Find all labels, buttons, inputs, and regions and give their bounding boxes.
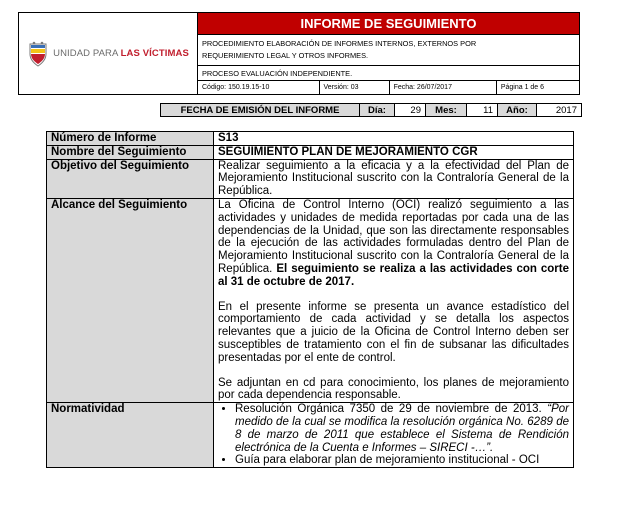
alcance-paragraph-2: En el presente informe se presenta un avance estadístico del comportamiento de cada actividad y se detalla los aspectos relevantes que a juicio de la Oficina de Control Interno deben ser susceptibles de tratamiento con el fin de subsanar las dificultades presentadas por el ente de control. bbox=[218, 300, 569, 364]
row-objetivo bbox=[47, 159, 574, 198]
logo-cell bbox=[19, 13, 198, 95]
objetivo-label: Objetivo del Seguimiento bbox=[47, 159, 214, 198]
row-numero bbox=[47, 132, 574, 146]
document-header bbox=[18, 12, 580, 95]
row-normatividad bbox=[47, 403, 574, 468]
document-code: Código: 150.19.15-10 bbox=[198, 81, 320, 95]
alcance-label: Alcance del Seguimiento bbox=[47, 198, 214, 402]
logo-text: UNIDAD PARA LAS VÍCTIMAS bbox=[53, 48, 189, 59]
report-info-table bbox=[46, 131, 574, 468]
day-label: Día: bbox=[360, 104, 395, 117]
objetivo-value: Realizar seguimiento a la eficacia y a la efectividad del Plan de Mejoramiento Institucional suscrito con la Contraloría General de la República. bbox=[214, 159, 574, 198]
process-name: PROCESO EVALUACIÓN INDEPENDIENTE. bbox=[198, 66, 580, 81]
row-alcance bbox=[47, 198, 574, 402]
procedure-name: PROCEDIMIENTO ELABORACIÓN DE INFORMES INTERNOS, EXTERNOS POR REQUERIMIENTO LEGAL Y OTROS INFORMES. bbox=[198, 35, 580, 66]
alcance-paragraph-3: Se adjuntan en cd para conocimiento, los planes de mejoramiento por cada dependencia responsable. bbox=[218, 376, 569, 402]
coat-of-arms-icon bbox=[27, 41, 49, 67]
list-item: • Resolución Orgánica 7350 de 29 de noviembre de 2013. “Por medido de la cual se modifica la resolución orgánica No. 6289 de 8 de marzo de 2011 que establece el Sistema de Rendición electrónica de la Cuenta e Informes – SIRECI -…”. bbox=[235, 403, 569, 454]
normatividad-value bbox=[214, 403, 574, 468]
alcance-value bbox=[214, 198, 574, 402]
alcance-cutoff-note: El seguimiento se realiza a las actividades con corte al 31 de octubre de 2017. bbox=[218, 262, 570, 288]
report-title: INFORME DE SEGUIMIENTO bbox=[198, 13, 580, 35]
alcance-paragraph-1: La Oficina de Control Interno (OCI) realizó seguimiento a las actividades y unidades de medida reportadas por cada una de las dependencias de la Unidad, que son las directamente responsables de la ejecución de las actividades formuladas dentro del Plan de Mejoramiento Institucional suscrito con la Contraloría General de la República. El seguimiento se realiza a las actividades con corte al 31 de octubre de 2017. bbox=[218, 198, 570, 288]
emission-date-table bbox=[160, 103, 582, 117]
day-value: 29 bbox=[395, 104, 426, 117]
normatividad-list bbox=[218, 403, 569, 467]
nombre-label: Nombre del Seguimiento bbox=[47, 145, 214, 159]
month-value: 11 bbox=[467, 104, 498, 117]
document-date: Fecha: 26/07/2017 bbox=[389, 81, 496, 95]
page-number: Página 1 de 6 bbox=[496, 81, 579, 95]
normatividad-label: Normatividad bbox=[47, 403, 214, 468]
year-value: 2017 bbox=[537, 104, 582, 117]
nombre-value: SEGUIMIENTO PLAN DE MEJORAMIENTO CGR bbox=[214, 145, 574, 159]
document-version: Versión: 03 bbox=[319, 81, 389, 95]
month-label: Mes: bbox=[426, 104, 467, 117]
emission-label: FECHA DE EMISIÓN DEL INFORME bbox=[161, 104, 360, 117]
unidad-victimas-logo bbox=[23, 41, 193, 67]
numero-label: Número de Informe bbox=[47, 132, 214, 146]
row-nombre bbox=[47, 145, 574, 159]
numero-value: S13 bbox=[214, 132, 574, 146]
year-label: Año: bbox=[498, 104, 537, 117]
list-item: • Guía para elaborar plan de mejoramiento institucional - OCI bbox=[235, 454, 569, 467]
